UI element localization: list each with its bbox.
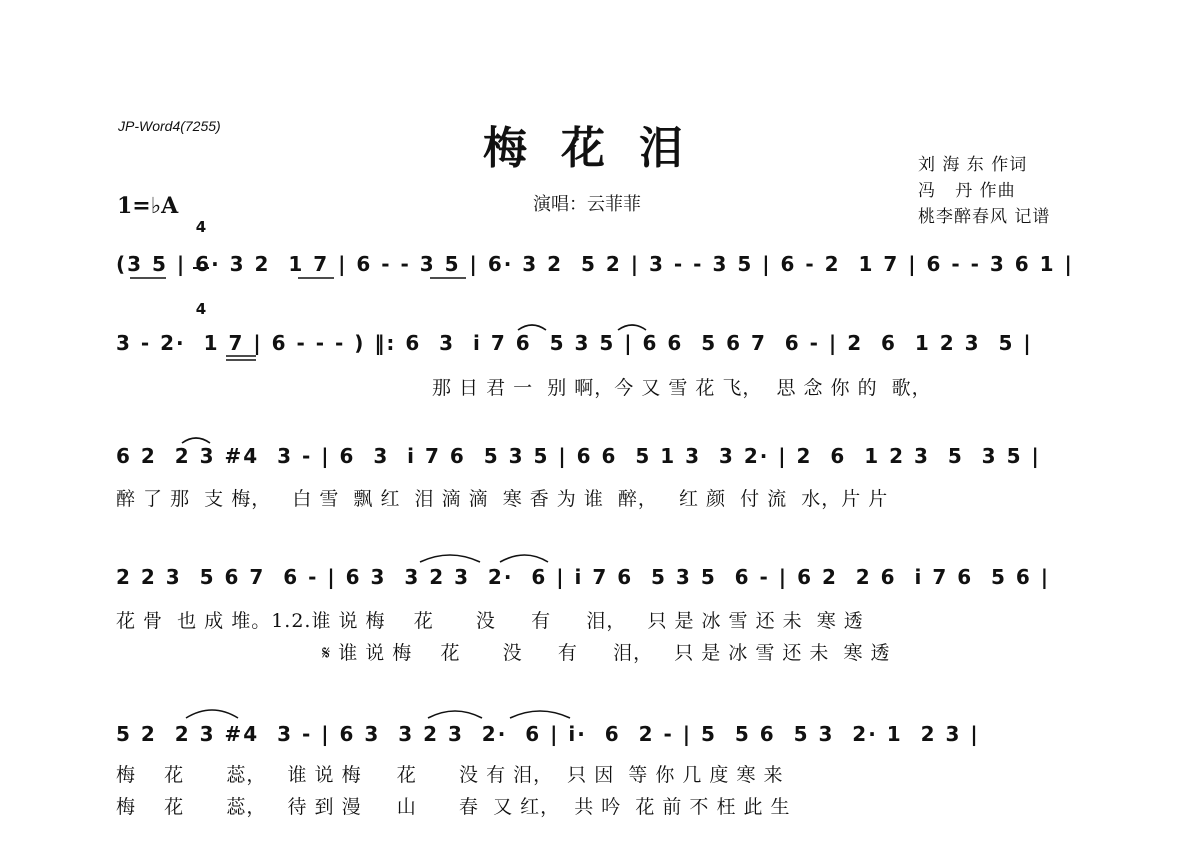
meter-bottom: 4 — [195, 300, 207, 318]
score-row-4: 2 2 3 5 6 7 6 - | 6 3 3 2 3 2· 6 | i 7 6 5 3 5 6 - | 6 2 2 6 i 7 6 5 6 | — [116, 565, 1051, 589]
source-label: JP-Word4(7255) — [118, 118, 221, 134]
slur-r5b — [428, 711, 482, 718]
slur-r3a — [182, 438, 210, 443]
lyric-row-2: 那 日 君 一 别 啊，今 又 雪 花 飞， 思 念 你 的 歌， — [432, 377, 932, 399]
slur-r2b — [618, 325, 646, 330]
page-title: 梅花泪 — [483, 123, 717, 174]
key-signature: 1=♭A — [117, 193, 179, 219]
slur-r4b — [500, 555, 548, 562]
lyric-row-5b: 梅 花 蕊， 待 到 漫 山 春 又 红， 共 吟 花 前 不 枉 此 生 — [116, 796, 791, 818]
score-row-5: 5 2 2 3 #4 3 - | 6 3 3 2 3 2· 6 | i· 6 2 - | 5 5 6 5 3 2· 1 2 3 | — [116, 722, 980, 746]
composer-credit: 冯 丹 作曲 — [918, 181, 1016, 201]
slur-r4a — [420, 555, 480, 562]
score-row-2: 3 - 2· 1 7 | 6 - - - ) ‖: 6 3 i 7 6 5 3 5 | 6 6 5 6 7 6 - | 2 6 1 2 3 5 | — [116, 331, 1033, 355]
meter-top: 4 — [195, 218, 207, 236]
score-row-3: 6 2 2 3 #4 3 - | 6 3 i 7 6 5 3 5 | 6 6 5 1 3 3 2· | 2 6 1 2 3 5 3 5 | — [116, 444, 1041, 468]
lyric-row-3: 醉 了 那 支 梅， 白 雪 飘 红 泪 滴 滴 寒 香 为 谁 醉， 红 颜 付 流 水，片 片 — [116, 488, 889, 510]
slur-r5c — [510, 711, 570, 718]
lyricist-credit: 刘 海 东 作词 — [918, 155, 1028, 175]
slur-r5a — [186, 710, 238, 718]
singer-credit: 演唱：云菲菲 — [533, 194, 641, 215]
transcriber-credit: 桃李醉春风 记谱 — [918, 207, 1051, 227]
score-row-1: (3 5 | 6· 3 2 1 7 | 6 - - 3 5 | 6· 3 2 5 2 | 3 - - 3 5 | 6 - 2 1 7 | 6 - - 3 6 1 | — [116, 252, 1074, 276]
lyric-row-4a: 花 骨 也 成 堆。1.2.谁 说 梅 花 没 有 泪， 只 是 冰 雪 还 未 寒 透 — [116, 610, 864, 632]
slur-r2a — [518, 325, 546, 330]
lyric-row-4b: 𝄋 谁 说 梅 花 没 有 泪， 只 是 冰 雪 还 未 寒 透 — [322, 642, 891, 664]
lyric-row-5a: 梅 花 蕊， 谁 说 梅 花 没 有 泪， 只 因 等 你 几 度 寒 来 — [116, 764, 784, 786]
